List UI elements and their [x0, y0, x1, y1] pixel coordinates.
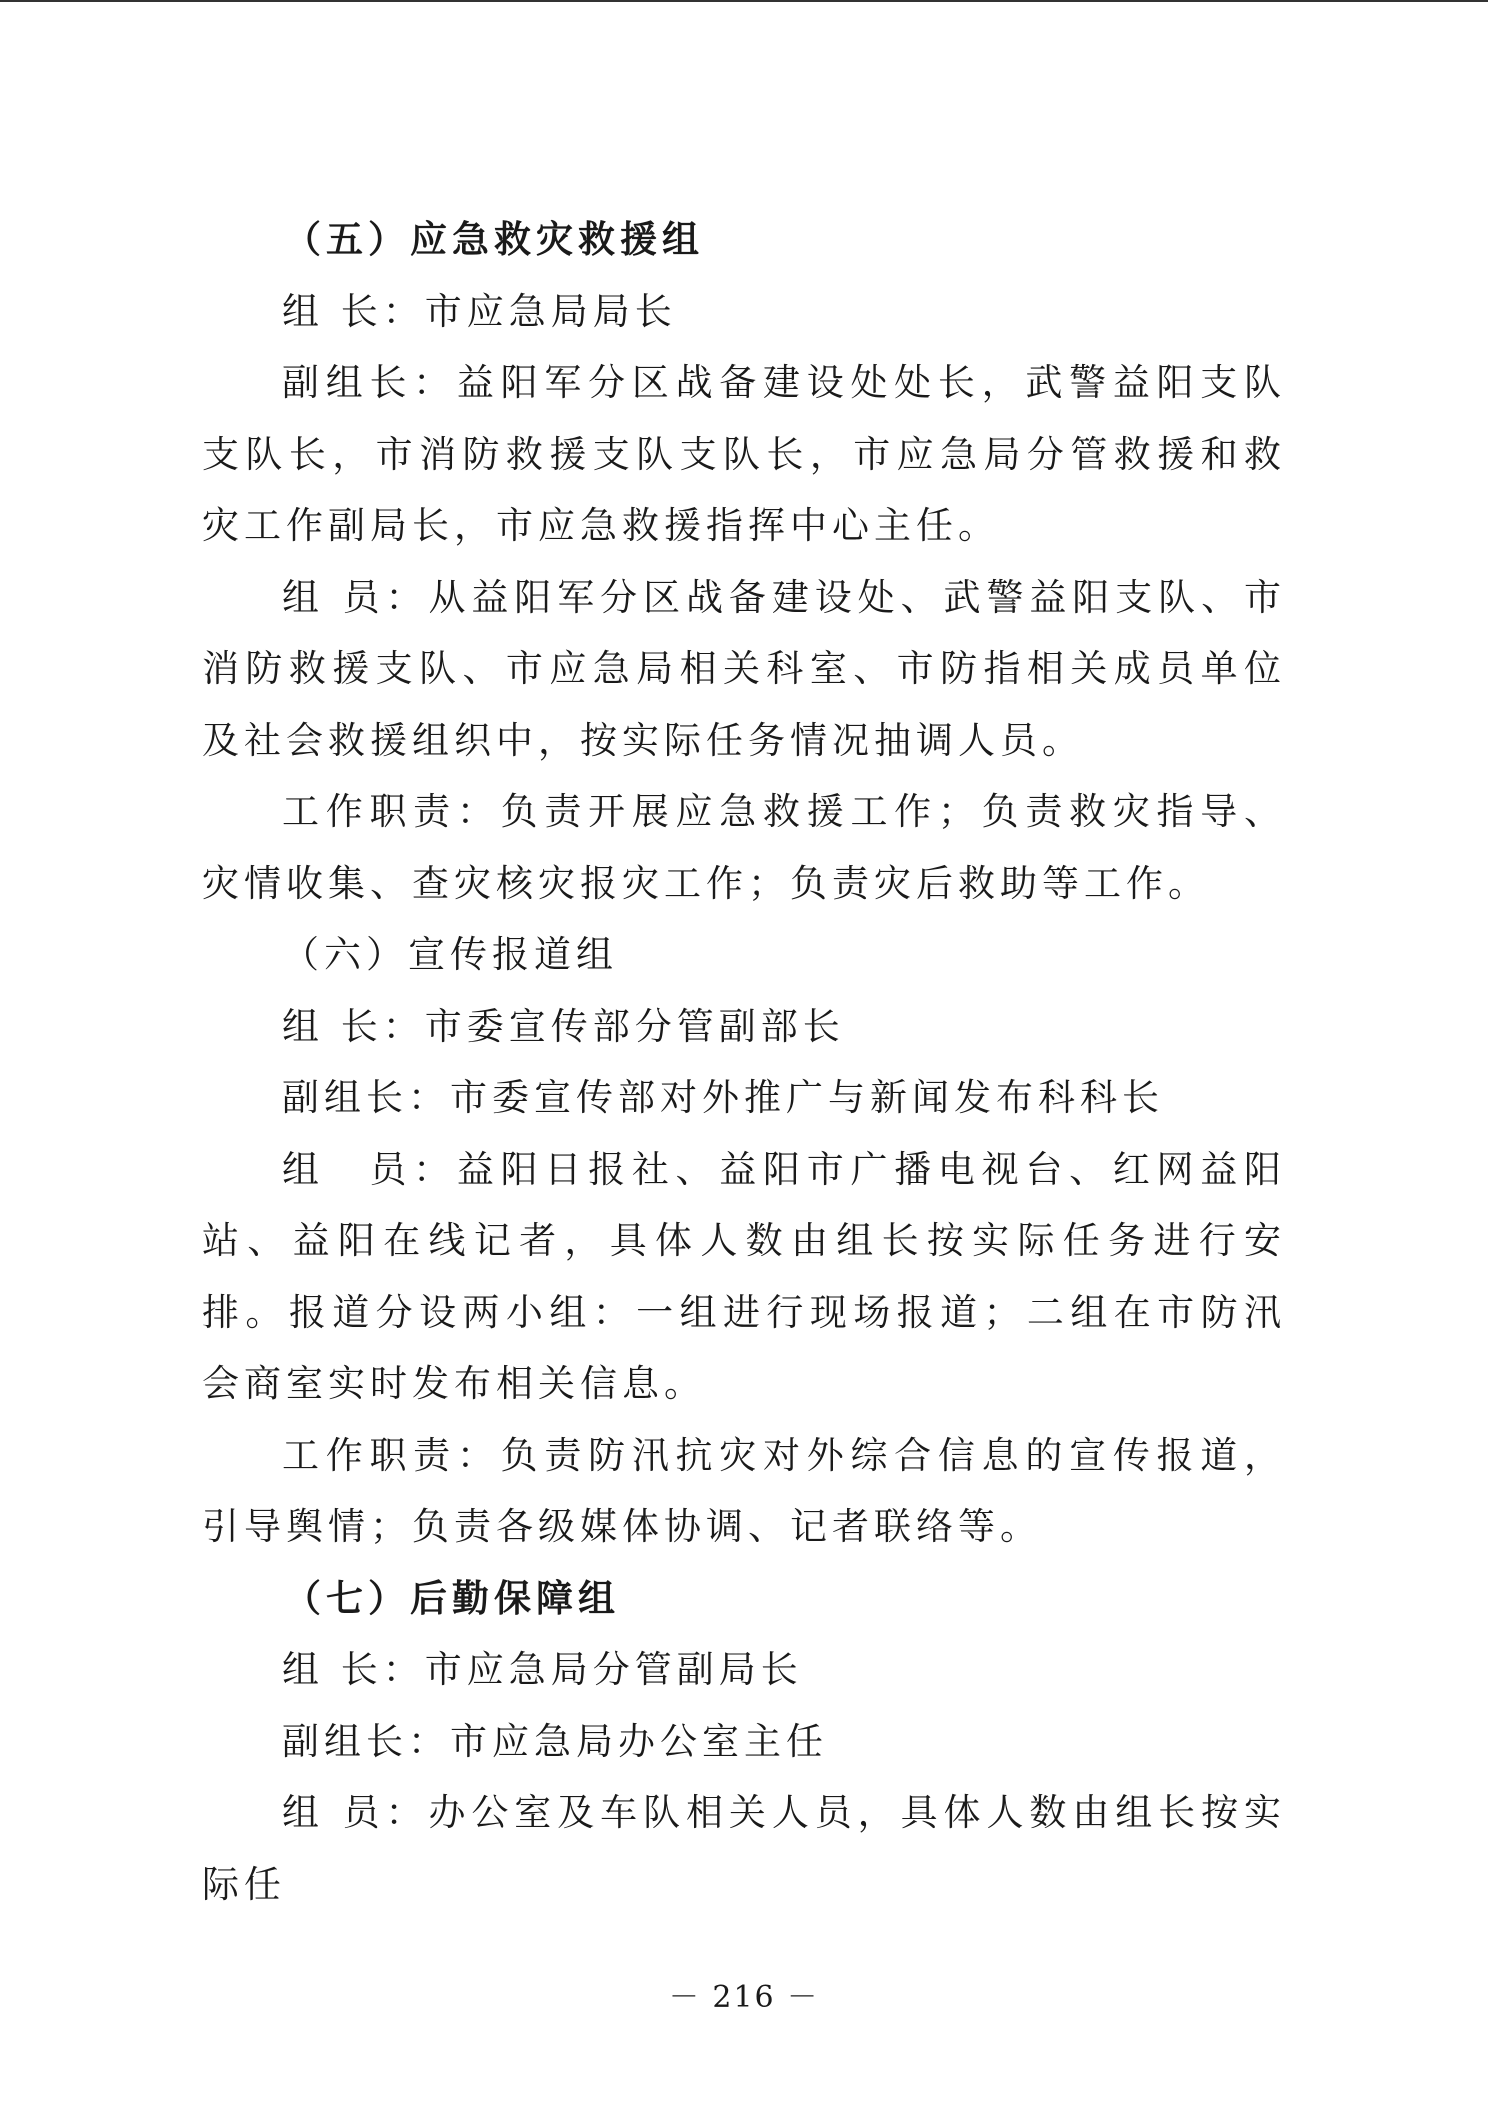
document-body [202, 204, 1286, 1920]
paragraph-leader: 组 长：市应急局局长 [282, 289, 677, 333]
paragraph-deputy-leader: 副组长：益阳军分区战备建设处处长，武警益阳支队支队长，市消防救援支队支队长，市应急局分管救援和救灾工作副局长，市应急救援指挥中心主任。 [202, 361, 1286, 547]
paragraph-deputy-leader: 副组长：市应急局办公室主任 [282, 1719, 828, 1763]
paragraph-members: 组 员：益阳日报社、益阳市广播电视台、红网益阳站、益阳在线记者，具体人数由组长按实际任务进行安排。报道分设两小组：一组进行现场报道；二组在市防汛会商室实时发布相关信息。 [202, 1147, 1286, 1405]
section-heading-6: （六）宣传报道组 [282, 933, 618, 976]
paragraph-leader: 组 长：市委宣传部分管副部长 [282, 1004, 845, 1048]
paragraph-leader: 组 长：市应急局分管副局长 [282, 1648, 803, 1691]
paragraph-duties: 工作职责：负责防汛抗灾对外综合信息的宣传报道，引导舆情；负责各级媒体协调、记者联络等。 [202, 1433, 1286, 1548]
paragraph-duties: 工作职责：负责开展应急救援工作；负责救灾指导、灾情收集、查灾核灾报灾工作；负责灾后救助等工作。 [202, 790, 1286, 905]
section-heading-7: （七）后勤保障组 [284, 1575, 620, 1620]
paragraph-members: 组 员：办公室及车队相关人员，具体人数由组长按实际任 [202, 1791, 1286, 1906]
section-heading-5: （五）应急救灾救援组 [284, 217, 704, 261]
paragraph-deputy-leader: 副组长：市委宣传部对外推广与新闻发布科科长 [282, 1076, 1164, 1119]
top-border-line [0, 0, 1488, 2]
paragraph-members: 组 员：从益阳军分区战备建设处、武警益阳支队、市消防救援支队、市应急局相关科室、市防指相关成员单位及社会救援组织中，按实际任务情况抽调人员。 [202, 575, 1286, 762]
page-number: － 216 － [668, 1980, 820, 2015]
